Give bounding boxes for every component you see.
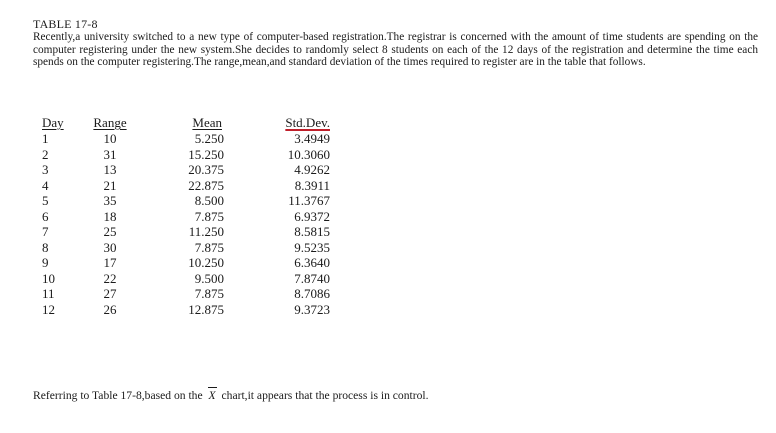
table-row bbox=[38, 240, 330, 256]
cell-range: 30 bbox=[103, 239, 117, 255]
cell-std-dev: 11.3767 bbox=[288, 193, 330, 208]
cell-mean: 7.875 bbox=[194, 286, 224, 301]
header-mean-label: Mean bbox=[192, 115, 222, 130]
table-row bbox=[38, 178, 330, 194]
table-row bbox=[38, 271, 330, 287]
cell-day: 2 bbox=[42, 146, 49, 162]
table-row bbox=[38, 131, 330, 147]
cell-std-dev: 8.5815 bbox=[294, 224, 330, 239]
header-std-dev bbox=[224, 114, 330, 131]
cell-mean: 20.375 bbox=[188, 162, 224, 177]
cell-mean: 7.875 bbox=[194, 239, 224, 255]
cell-day: 12 bbox=[42, 301, 55, 317]
cell-std-dev: 8.3911 bbox=[294, 177, 330, 193]
cell-range: 13 bbox=[103, 162, 117, 177]
cell-mean: 7.875 bbox=[194, 208, 224, 224]
cell-mean: 10.250 bbox=[188, 255, 224, 270]
cell-range: 22 bbox=[103, 270, 117, 286]
table-header-row bbox=[38, 114, 330, 131]
cell-day: 5 bbox=[42, 193, 49, 208]
registration-data-table bbox=[38, 114, 330, 317]
cell-std-dev: 6.3640 bbox=[294, 255, 330, 270]
header-range bbox=[82, 114, 138, 131]
cell-std-dev: 7.8740 bbox=[294, 270, 330, 286]
cell-day: 4 bbox=[42, 177, 49, 193]
cell-day: 6 bbox=[42, 208, 49, 224]
table-row bbox=[38, 286, 330, 302]
intro-paragraph: Recently,a university switched to a new type of computer-based registration.The registrar is concerned with the amount of time students are spending on the computer registering under the new system.She decides to randomly select 8 students on each of the 12 days of the registration and determine the time each spends on the computer registering.The range,mean,and standard deviation of the times required to register are in the table that follows. bbox=[33, 31, 758, 69]
table-row bbox=[38, 255, 330, 271]
x-bar-symbol: X bbox=[206, 389, 219, 402]
cell-mean: 5.250 bbox=[194, 131, 224, 146]
table-row bbox=[38, 147, 330, 163]
cell-range: 21 bbox=[103, 177, 117, 193]
table-row bbox=[38, 193, 330, 209]
table-row bbox=[38, 302, 330, 318]
cell-day: 8 bbox=[42, 239, 49, 255]
cell-std-dev: 10.3060 bbox=[287, 146, 330, 162]
cell-range: 35 bbox=[103, 193, 117, 208]
statement-text-before: Referring to Table 17-8,based on the bbox=[33, 389, 206, 402]
header-mean bbox=[138, 114, 224, 131]
statement-text-after: chart,it appears that the process is in control. bbox=[218, 389, 429, 402]
cell-std-dev: 9.3723 bbox=[294, 301, 330, 317]
table-row bbox=[38, 224, 330, 240]
header-day-label: Day bbox=[42, 115, 64, 130]
table-row bbox=[38, 209, 330, 225]
header-day bbox=[38, 114, 82, 131]
cell-range: 25 bbox=[103, 224, 117, 239]
cell-range: 18 bbox=[103, 208, 117, 224]
table-body bbox=[38, 131, 330, 317]
cell-range: 10 bbox=[103, 131, 117, 146]
cell-range: 26 bbox=[103, 301, 117, 317]
cell-day: 1 bbox=[42, 131, 49, 146]
cell-range: 17 bbox=[103, 255, 117, 270]
header-range-label: Range bbox=[93, 115, 127, 130]
cell-day: 9 bbox=[42, 255, 49, 270]
cell-mean: 9.500 bbox=[194, 270, 224, 286]
header-std-dev-label: Std.Dev. bbox=[285, 115, 330, 130]
cell-std-dev: 8.7086 bbox=[294, 286, 330, 301]
cell-mean: 8.500 bbox=[194, 193, 224, 208]
cell-std-dev: 9.5235 bbox=[294, 239, 330, 255]
cell-day: 10 bbox=[42, 270, 55, 286]
cell-std-dev: 3.4949 bbox=[294, 131, 330, 146]
cell-mean: 22.875 bbox=[188, 177, 224, 193]
cell-std-dev: 6.9372 bbox=[294, 208, 330, 224]
cell-std-dev: 4.9262 bbox=[294, 162, 330, 177]
cell-day: 7 bbox=[42, 224, 49, 239]
question-statement bbox=[33, 389, 429, 402]
cell-mean: 15.250 bbox=[188, 146, 224, 162]
cell-range: 27 bbox=[103, 286, 117, 301]
table-title: TABLE 17-8 bbox=[33, 17, 98, 31]
table-row bbox=[38, 162, 330, 178]
cell-range: 31 bbox=[103, 146, 117, 162]
cell-mean: 11.250 bbox=[188, 224, 224, 239]
cell-day: 11 bbox=[42, 286, 55, 301]
cell-mean: 12.875 bbox=[188, 301, 224, 317]
cell-day: 3 bbox=[42, 162, 49, 177]
